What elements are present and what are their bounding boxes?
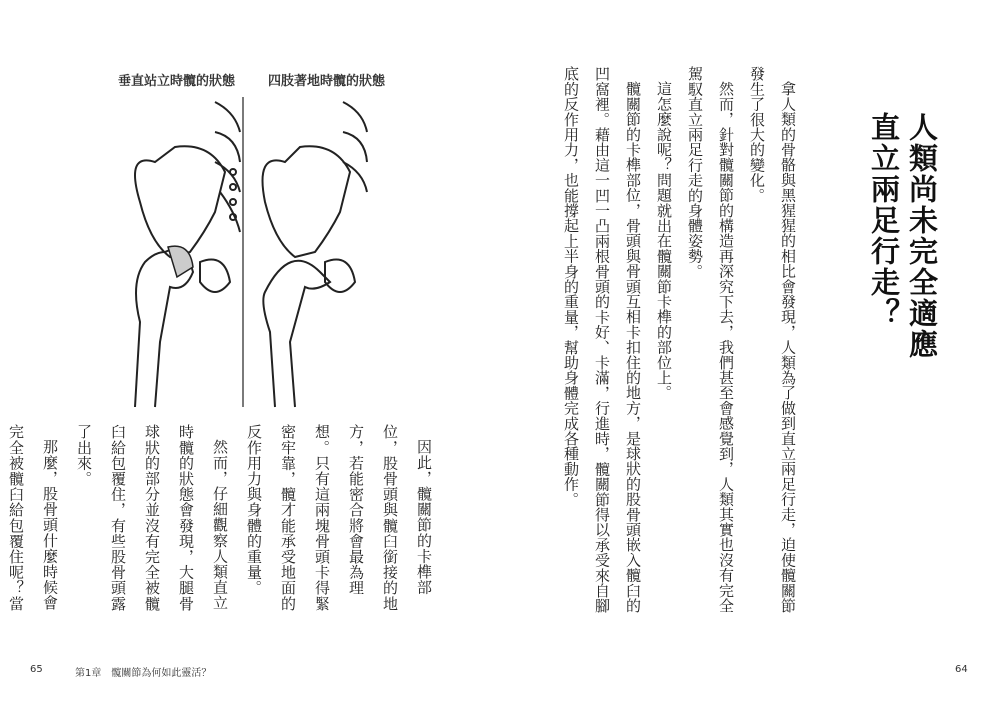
running-head: 第1章 髖關節為何如此靈活？ bbox=[75, 668, 212, 679]
paragraph: 然而，針對髖關節的構造再深究下去，我們甚至會感覺到，人類其實也沒有完全駕馭直立兩足行走的身體姿勢。 bbox=[686, 66, 735, 613]
pelvis-illustration bbox=[115, 92, 375, 412]
page-number: 64 bbox=[955, 664, 968, 675]
figure-caption-standing: 垂直站立時髖的狀態 bbox=[118, 74, 236, 89]
figure-caption-quadruped: 四肢著地時髖的狀態 bbox=[268, 74, 386, 89]
page-number: 65 bbox=[30, 664, 43, 675]
title-line: 直立兩足行走？ bbox=[867, 112, 901, 329]
paragraph: 拿人類的骨骼與黑猩猩的相比會發現，人類為了做到直立兩足行走，迫使髖關節發生了很大的變化。 bbox=[748, 66, 797, 613]
paragraph: 然而，仔細觀察人類直立時髖的狀態會發現，大腿骨球狀的部分並沒有完全被髖臼給包覆住，有些股骨頭露了出來。 bbox=[75, 424, 229, 612]
paragraph: 那麼，股骨頭什麼時候會完全被髖臼給包覆住呢？當 bbox=[7, 424, 59, 612]
paragraph: 因此，髖關節的卡榫部位，股骨頭與髖臼銜接的地方，若能密合將會最為理想。只有這兩塊骨頭卡得緊密牢靠，髖才能承受地面的反作用力與身體的重量。 bbox=[245, 424, 433, 612]
pelvis-standing bbox=[135, 102, 240, 407]
left-page-body bbox=[0, 424, 441, 618]
pelvis-quadruped bbox=[263, 102, 368, 407]
paragraph: 這怎麼說呢？問題就出在髖關節卡榫的部位上。 bbox=[655, 81, 673, 401]
right-page-body bbox=[555, 66, 803, 626]
title-line: 人類尚未完全適應 bbox=[905, 112, 939, 360]
paragraph: 髖關節的卡榫部位，骨頭與骨頭互相卡扣住的地方，是球狀的股骨頭嵌入髖臼的凹窩裡。藉由這一凹一凸兩根骨頭的卡好、卡滿，行進時，髖關節得以承受來自腳底的反作用力，也能撐起上半身的重量，幫助身體完成各種動作。 bbox=[562, 66, 642, 614]
chapter-title bbox=[865, 112, 941, 360]
